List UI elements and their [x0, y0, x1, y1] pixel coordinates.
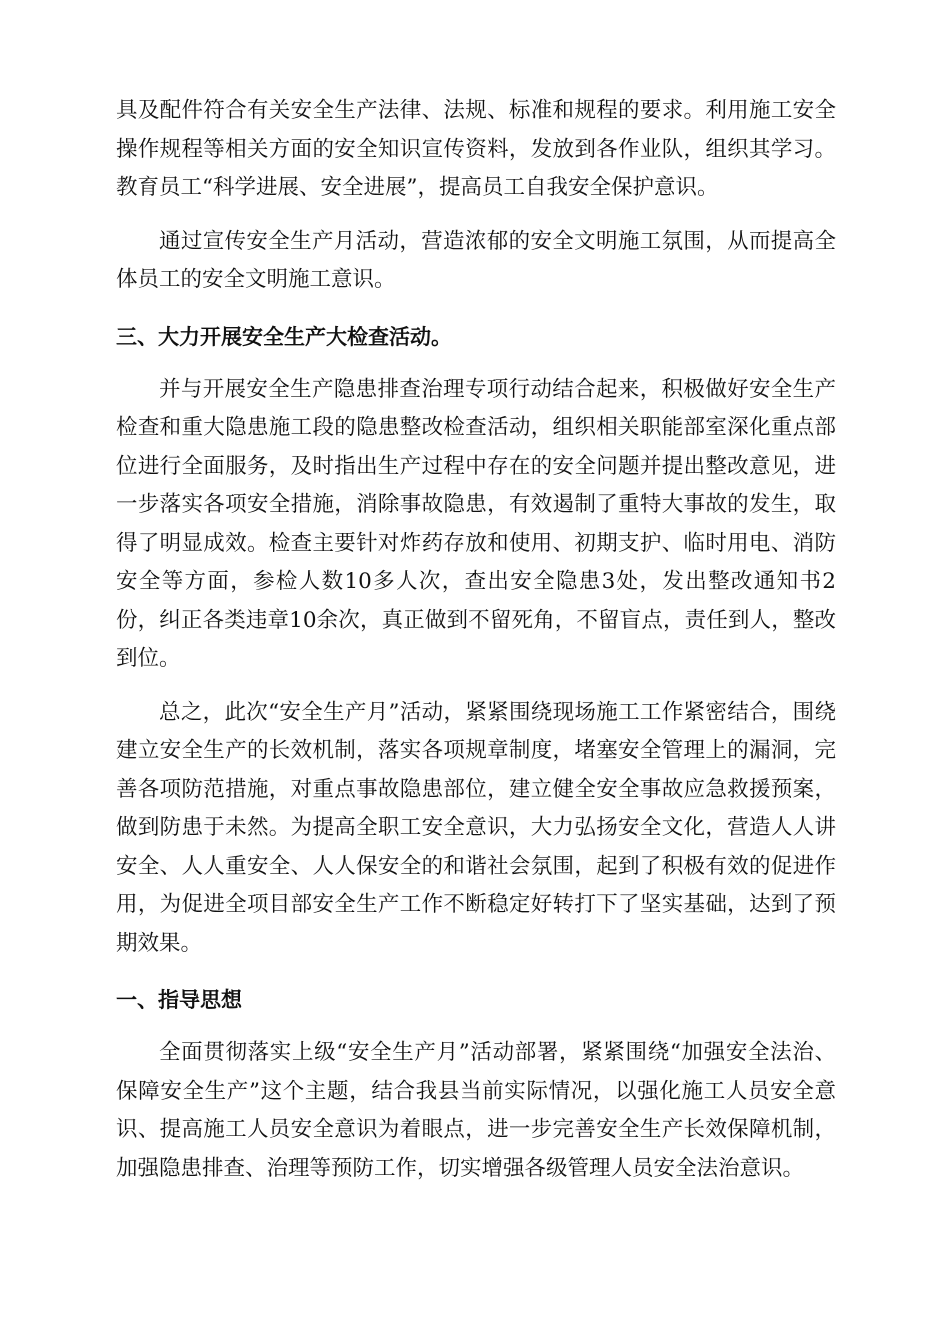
- document-page: [116, 92, 836, 1188]
- paragraph-inspection: 并与开展安全生产隐患排查治理专项行动结合起来，积极做好安全生产检查和重大隐患施工段的隐患整改检查活动，组织相关职能部室深化重点部位进行全面服务，及时指出生产过程中存在的安全问题并提出整改意见，进一步落实各项安全措施，消除事故隐患，有效遏制了重特大事故的发生，取得了明显成效。检查主要针对炸药存放和使用、初期支护、临时用电、消防安全等方面，参检人数10多人次，查出安全隐患3处，发出整改通知书2份，纠正各类违章10余次，真正做到不留死角，不留盲点，责任到人，整改到位。: [116, 376, 836, 671]
- paragraph-continued: 具及配件符合有关安全生产法律、法规、标准和规程的要求。利用施工安全操作规程等相关方面的安全知识宣传资料，发放到各作业队，组织其学习。教育员工“科学进展、安全进展”，提高员工自我安全保护意识。: [116, 98, 836, 200]
- section-heading-inspection: 三、大力开展安全生产大检查活动。: [116, 324, 452, 349]
- paragraph-summary: 总之，此次“安全生产月”活动，紧紧围绕现场施工工作紧密结合，围绕建立安全生产的长效机制，落实各项规章制度，堵塞安全管理上的漏洞，完善各项防范措施，对重点事故隐患部位，建立健全安全事故应急救援预案，做到防患于未然。为提高全职工安全意识，大力弘扬安全文化，营造人人讲安全、人人重安全、人人保安全的和谐社会氛围，起到了积极有效的促进作用，为促进全项目部安全生产工作不断稳定好转打下了坚实基础，达到了预期效果。: [116, 699, 836, 956]
- paragraph-propaganda: 通过宣传安全生产月活动，营造浓郁的安全文明施工氛围，从而提高全体员工的安全文明施工意识。: [116, 228, 836, 292]
- section-heading-guiding-thought: 一、指导思想: [116, 988, 242, 1012]
- paragraph-guiding-thought: 全面贯彻落实上级“安全生产月”活动部署，紧紧围绕“加强安全法治、保障安全生产”这个主题，结合我县当前实际情况，以强化施工人员安全意识、提高施工人员安全意识为着眼点，进一步完善安全生产长效保障机制，加强隐患排查、治理等预防工作，切实增强各级管理人员安全法治意识。: [116, 1040, 836, 1181]
